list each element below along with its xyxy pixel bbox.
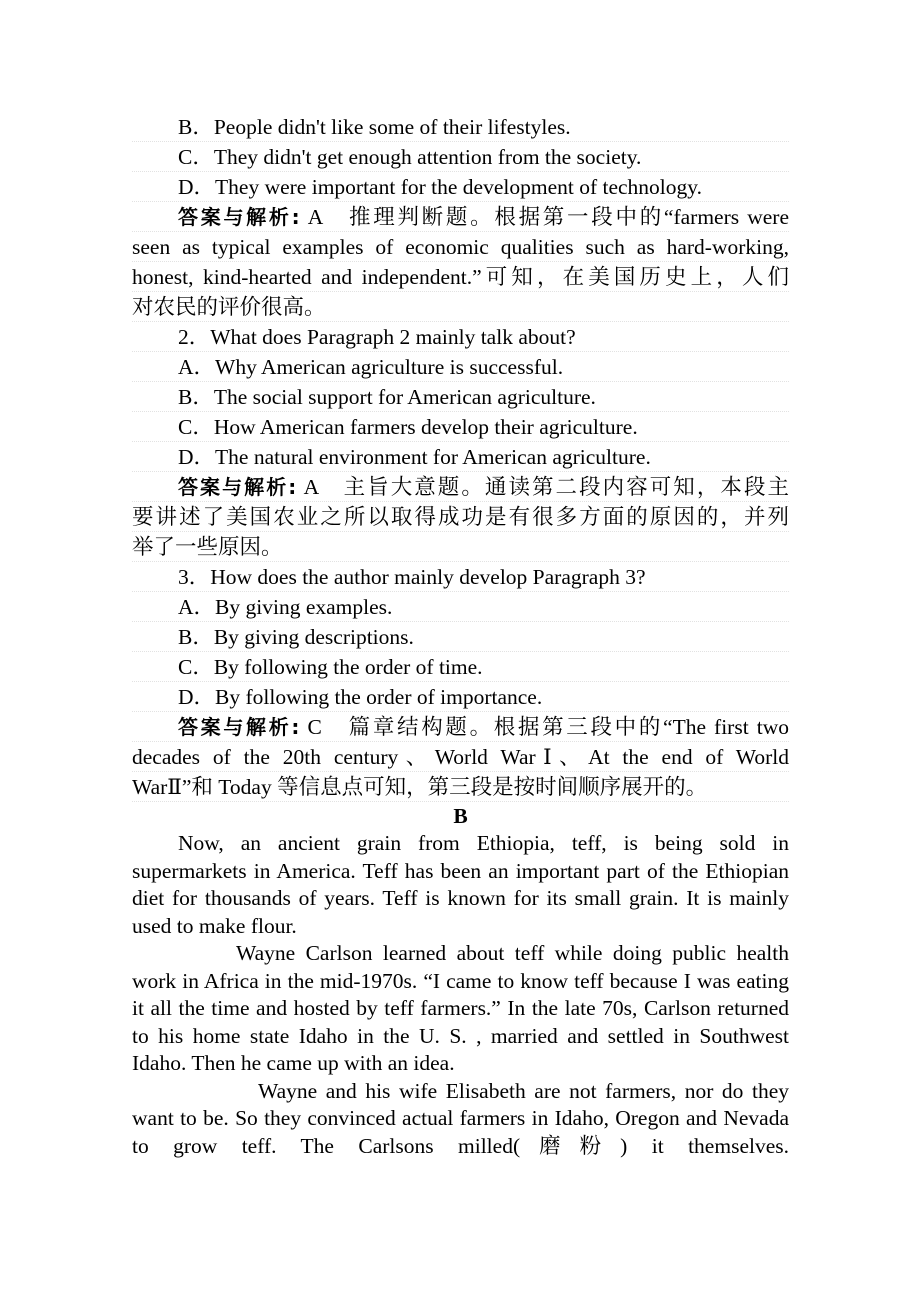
q2-option-d: D．The natural environment for American agriculture. <box>132 442 789 472</box>
passage-paragraph-3: Wayne and his wife Elisabeth are not farmers, nor do they want to be. So they convinced actual farmers in Idaho, Oregon and Nevada to grow teff. The Carlsons milled(磨粉) it themselves. <box>132 1078 789 1158</box>
q2-answer-line-2: 要讲述了美国农业之所以取得成功是有很多方面的原因的，并列 <box>132 502 789 532</box>
q1-answer-line-4: 对农民的评价很高。 <box>132 292 789 322</box>
answer-text: A 推理判断题。根据第一段中的“farmers were <box>299 205 790 229</box>
q2-answer-line-3: 举了一些原因。 <box>132 532 789 562</box>
q1-answer-line-3: honest, kind-hearted and independent.”可知，在美国历史上，人们 <box>132 262 789 292</box>
answer-text: A 主旨大意题。通读第二段内容可知，本段主 <box>296 475 790 499</box>
q3-option-c: C．By following the order of time. <box>132 652 789 682</box>
passage-paragraph-2: Wayne Carlson learned about teff while doing public health work in Africa in the mid-1970s. “I came to know teff because I was eating it all the time and hosted by teff farmers.” In the late 70s, Carlson returned to his home state Idaho in the U. S. , married and settled in Southwest Idaho. Then he came up with an idea. <box>132 941 789 1075</box>
q3-option-d: D．By following the order of importance. <box>132 682 789 712</box>
q3-option-a: A．By giving examples. <box>132 592 789 622</box>
q1-answer-line-2: seen as typical examples of economic qualities such as hard-working, <box>132 232 789 262</box>
q3-option-b: B．By giving descriptions. <box>132 622 789 652</box>
q3-answer-line-2: decades of the 20th century、World WarⅠ、At the end of World <box>132 742 789 772</box>
answer-label: 答案与解析: <box>178 715 300 739</box>
document-page <box>132 112 789 1160</box>
q2-answer-line-1 <box>132 472 789 502</box>
q2-question: 2．What does Paragraph 2 mainly talk about? <box>132 322 789 352</box>
q1-option-b: B．People didn't like some of their lifestyles. <box>132 112 789 142</box>
q3-answer-line-3: WarⅡ”和 Today 等信息点可知，第三段是按时间顺序展开的。 <box>132 772 789 802</box>
q3-answer-line-1 <box>132 712 789 742</box>
q2-option-a: A．Why American agriculture is successful. <box>132 352 789 382</box>
passage <box>132 830 789 1160</box>
q2-option-b: B．The social support for American agriculture. <box>132 382 789 412</box>
q1-answer-line-1 <box>132 202 789 232</box>
answer-label: 答案与解析: <box>178 475 297 499</box>
section-heading: B <box>453 804 468 828</box>
q2-option-c: C．How American farmers develop their agriculture. <box>132 412 789 442</box>
passage-paragraph-1: Now, an ancient grain from Ethiopia, teff, is being sold in supermarkets in America. Teff has been an important part of the Ethiopian diet for thousands of years. Teff is known for its small grain. It is mainly used to make flour. <box>132 831 789 938</box>
q1-option-d: D．They were important for the development of technology. <box>132 172 789 202</box>
q1-option-c: C．They didn't get enough attention from the society. <box>132 142 789 172</box>
answer-label: 答案与解析: <box>178 205 300 229</box>
q3-question: 3．How does the author mainly develop Paragraph 3? <box>132 562 789 592</box>
answer-text: C 篇章结构题。根据第三段中的“The first two <box>299 715 789 739</box>
